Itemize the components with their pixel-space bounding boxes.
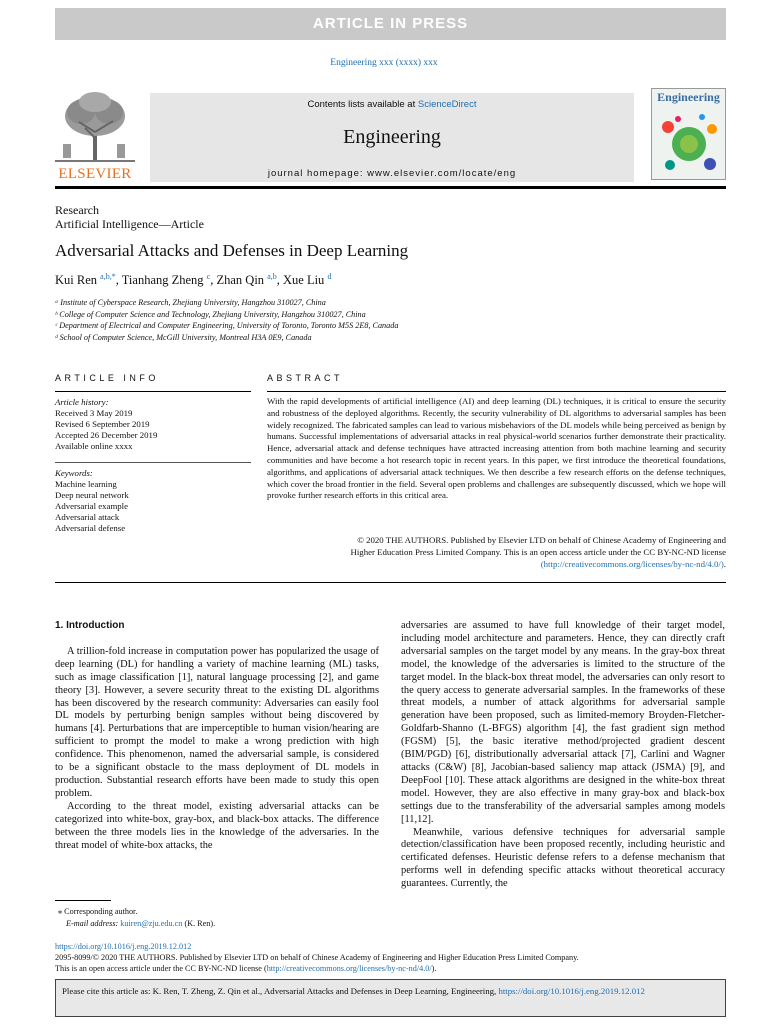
history-item: Revised 6 September 2019 xyxy=(55,419,150,429)
article-subcategory: Artificial Intelligence—Article xyxy=(55,217,204,231)
doi-link[interactable]: https://doi.org/10.1016/j.eng.2019.12.012 xyxy=(55,942,192,951)
author-name: Xue Liu xyxy=(283,273,325,288)
affiliations xyxy=(55,297,398,343)
affiliation: ᵃ Institute of Cyberspace Research, Zhejiang University, Hangzhou 310027, China xyxy=(55,298,326,307)
history-label: Article history: xyxy=(55,397,109,407)
abstract-heading: ABSTRACT xyxy=(267,373,344,383)
elsevier-wordmark: ELSEVIER xyxy=(58,166,132,182)
cover-title: Engineering xyxy=(657,90,720,104)
doi-block xyxy=(55,941,579,975)
contents-line xyxy=(150,99,634,110)
paper-title: Adversarial Attacks and Defenses in Deep Learning xyxy=(55,241,409,260)
body-paragraph: adversaries are assumed to have full knowledge of their target model, including model architecture and parameters. Hence, they can directly craft adversarial samples on the target model by any means. In the gray-box threat model, the knowledge of the adversaries is limited to the structure of the target model. In the black-box threat model, the adversaries can only resort to the query access to generate adversarial samples. In the frameworks of these threat models, a number of attack algorithms for adversarial sample generation have been proposed, such as limited-memory Broyden-Fletcher-Goldfarb-Shanno (L-BFGS) algorithm [4], the fast gradient sign method (FGSM) [5], the basic iterative method/projected gradient descent (BIM/PGD) [6], distributionally adversarial attack [7], Carlini and Wagner attacks (C&W) [8], Jacobian-based saliency map attack (JSMA) [9], and DeepFool [10]. These attack algorithms are designed in the white-box threat model. However, they are also effective in many gray-box and black-box settings due to the transferability of the adversarial samples among models [11,12]. xyxy=(401,620,725,825)
citation-doi-link[interactable]: https://doi.org/10.1016/j.eng.2019.12.012 xyxy=(498,986,645,996)
email-tail: (K. Ren). xyxy=(182,919,216,928)
keywords xyxy=(55,468,129,534)
affiliation: ᵇ College of Computer Science and Technology, Zhejiang University, Hangzhou 310027, China xyxy=(55,309,366,319)
article-category: Research xyxy=(55,203,99,217)
masthead-rule xyxy=(55,186,726,189)
license-line-suffix: ). xyxy=(431,964,437,974)
author-affiliation-marker[interactable]: a,b,* xyxy=(100,272,116,281)
author-name: Zhan Qin xyxy=(216,273,265,288)
masthead-center-box xyxy=(150,93,634,182)
keyword: Adversarial defense xyxy=(55,523,126,533)
keywords-label: Keywords: xyxy=(55,468,93,478)
masthead xyxy=(55,88,726,184)
journal-name: Engineering xyxy=(343,126,441,148)
copyright-line: Higher Education Press Limited Company. This is an open access article under the CC BY-NC-ND license xyxy=(350,546,726,557)
affiliation: ᵈ School of Computer Science, McGill University, Montreal H3A 0E9, Canada xyxy=(55,332,312,342)
author-affiliation-marker[interactable]: c xyxy=(206,272,211,281)
journal-homepage[interactable]: journal homepage: www.elsevier.com/locate/eng xyxy=(267,168,517,179)
author-name: Tianhang Zheng xyxy=(121,273,204,288)
license-tail: . xyxy=(723,558,726,569)
affiliation: ᶜ Department of Electrical and Computer Engineering, University of Toronto, Toronto M5S 2E8, Canada xyxy=(55,321,399,330)
abstract-text: With the rapid developments of artificial intelligence (AI) and deep learning (DL) techniques, it is critical to ensure the security and robustness of the deployed algorithms. Recently, the security vulnerability of DL algorithms to adversarial samples has been widely recognized. The fabricated samples can lead to various misbehaviors of the DL models while being perceived as benign by humans. Successful implementations of adversarial attacks in real physical-world scenarios further demonstrate their practicality. Hence, adversarial attack and defense techniques have attracted increasing attention from both machine learning and security communities and have become a hot research topic in recent years. In this paper, we first introduce the theoretical foundations, algorithms, and applications of adversarial attack techniques. We then describe a few research efforts on the defense techniques, which cover the broad frontier in the field. Several open problems and challenges are subsequently discussed, which we hope will provoke further research efforts in this critical area. xyxy=(267,396,726,501)
journal-cover-image xyxy=(651,88,726,180)
abstract-rule xyxy=(267,391,726,392)
citation-text: Please cite this article as: K. Ren, T. Zheng, Z. Qin et al., Adversarial Attacks and Defenses in Deep Learning, Engineering, xyxy=(62,986,499,996)
history-item: Available online xxxx xyxy=(55,441,133,451)
body-left-column xyxy=(55,620,379,852)
contents-prefix: Contents lists available at xyxy=(307,99,418,110)
article-info-heading: ARTICLE INFO xyxy=(55,373,159,383)
keyword: Adversarial example xyxy=(55,501,129,511)
author-name: Kui Ren xyxy=(55,273,98,288)
email-link[interactable]: kuiren@zju.edu.cn xyxy=(120,919,183,928)
keyword: Machine learning xyxy=(55,479,117,489)
author-affiliation-marker[interactable]: a,b xyxy=(267,272,277,281)
abstract-bottom-rule xyxy=(55,582,726,583)
body-paragraph: According to the threat model, existing adversarial attacks can be categorized into white-box, gray-box, and black-box attacks. The difference between the three models lies in the knowledge of the adversaries. In the threat model of white-box attacks, the xyxy=(55,800,379,851)
body-paragraph: Meanwhile, various defensive techniques for adversarial sample detection/classification have been proposed recently, including heuristic and certificated defenses. Heuristic defense refers to a defense mechanism that performs well in defending specific attacks without theoretical accuracy guarantees. Currently, the xyxy=(401,826,725,890)
author-affiliation-marker[interactable]: d xyxy=(327,272,332,281)
article-in-press-banner: ARTICLE IN PRESS xyxy=(55,8,726,40)
footnote xyxy=(58,906,215,930)
section-heading: 1. Introduction xyxy=(55,620,125,631)
footnote-rule xyxy=(55,900,111,901)
license-line-prefix: This is an open access article under the CC BY-NC-ND license ( xyxy=(55,964,267,974)
article-type xyxy=(55,203,204,231)
sciencedirect-link[interactable]: ScienceDirect xyxy=(417,99,477,110)
email-label: E-mail address: xyxy=(66,919,121,928)
history-item: Received 3 May 2019 xyxy=(55,408,133,418)
corresponding-author-note: ⁎ Corresponding author. xyxy=(58,907,138,916)
body-paragraph: A trillion-fold increase in computation power has popularized the usage of deep learning (DL) for handling a variety of machine learning (ML) tasks, such as image classification [1], natural language processing [2], and game theory [3]. However, a severe security threat to the existing DL algorithms has been discovered by the research community: Adversaries can easily fool DL models by perturbing benign samples without being discovered by humans [4]. Perturbations that are imperceptible to human vision/hearing are sufficient to prompt the model to make a wrong prediction with high confidence. This phenomenon, named the adversarial sample, is considered to be a significant obstacle to the mass deployment of DL models in production. Substantial research efforts have been made to study this open problem. xyxy=(55,645,379,799)
author-list: Kui Ren $^{a,b,*}$, Tianhang Zheng $^c$, Zhan Qin $^{a,b}$, Xue Liu $^d$ xyxy=(55,272,332,288)
copyright-line: © 2020 THE AUTHORS. Published by Elsevier LTD on behalf of Chinese Academy of Engineering and xyxy=(357,535,726,545)
license-link[interactable]: (http://creativecommons.org/licenses/by-nc-nd/4.0/) xyxy=(540,558,724,569)
citation-box xyxy=(55,979,726,1017)
issn-copyright-line: 2095-8099/© 2020 THE AUTHORS. Published by Elsevier LTD on behalf of Chinese Academy of Engineering and Higher Education Press Limited Company. xyxy=(55,953,579,963)
body-right-column xyxy=(401,620,725,891)
keyword: Deep neural network xyxy=(55,490,129,500)
article-history xyxy=(55,397,157,452)
keyword: Adversarial attack xyxy=(55,512,120,522)
article-info-rule xyxy=(55,391,251,392)
abstract-copyright xyxy=(267,535,726,570)
license-url-link[interactable]: http://creativecommons.org/licenses/by-nc-nd/4.0/ xyxy=(266,964,432,974)
journal-reference-link[interactable]: Engineering xxx (xxxx) xxx xyxy=(330,58,438,68)
history-item: Accepted 26 December 2019 xyxy=(55,430,158,440)
article-info-divider xyxy=(55,462,251,463)
